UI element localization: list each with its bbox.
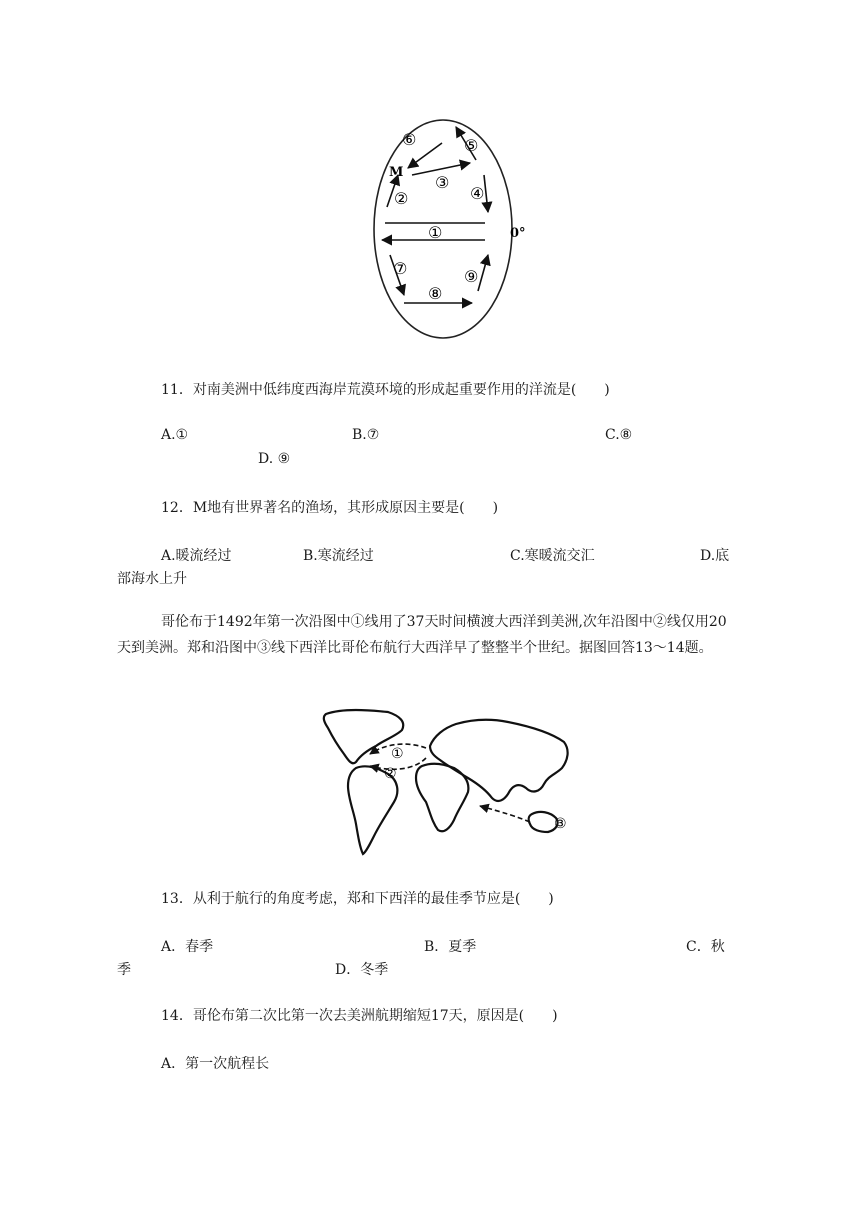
question-14-option-a: A．第一次航程长	[161, 1056, 270, 1072]
question-13-option-d: D．冬季	[335, 962, 389, 978]
question-11-option-a: A.①	[161, 427, 189, 443]
current-4-arrow	[484, 175, 488, 212]
label-3: ③	[435, 173, 450, 192]
question-12-option-b: B.寒流经过	[303, 548, 374, 564]
route-label-3: ③	[554, 816, 567, 832]
question-12-stem: 12．M地有世界著名的渔场，其形成原因主要是( )	[161, 500, 499, 516]
question-11-option-b: B.⑦	[352, 427, 380, 443]
label-4: ④	[470, 184, 485, 203]
label-6: ⑥	[402, 130, 417, 149]
ocean-basin-outline	[374, 120, 512, 338]
route-3-line	[480, 806, 530, 822]
question-11-option-c: C.⑧	[605, 427, 633, 443]
label-5: ⑤	[464, 136, 479, 155]
question-13-option-c: C．秋	[686, 939, 725, 955]
question-13-option-a: A．春季	[161, 939, 214, 955]
question-12-option-a: A.暖流经过	[161, 548, 232, 564]
question-13-stem: 13．从利于航行的角度考虑，郑和下西洋的最佳季节应是( )	[161, 891, 554, 907]
route-label-2: ②	[384, 766, 397, 782]
question-12-option-c: C.寒暖流交汇	[510, 548, 595, 564]
eurasia-outline	[430, 720, 568, 801]
label-equator: 0°	[510, 226, 526, 241]
label-2: ②	[394, 189, 409, 208]
africa-outline	[416, 764, 468, 831]
label-9: ⑨	[464, 267, 479, 286]
ocean-current-diagram	[360, 115, 540, 345]
question-11-option-d: D. ⑨	[258, 451, 291, 467]
voyage-route-map	[318, 702, 578, 862]
question-13-option-b: B．夏季	[424, 939, 477, 955]
label-m: M	[389, 165, 404, 180]
label-8: ⑧	[428, 284, 443, 303]
intro-paragraph: 哥伦布于1492年第一次沿图中①线用了37天时间横渡大西洋到美洲,次年沿图中②线仅用20天到美洲。郑和沿图中③线下西洋比哥伦布航行大西洋早了整整半个世纪。据图回答13～14题。	[117, 614, 727, 656]
label-7: ⑦	[393, 259, 408, 278]
question-12-option-d-continued: 部海水上升	[117, 571, 187, 587]
label-1: ①	[428, 223, 443, 242]
current-9-arrow	[478, 255, 488, 291]
question-13-option-c-continued: 季	[117, 962, 131, 978]
route-label-1: ①	[391, 746, 404, 762]
question-11-stem: 11．对南美洲中低纬度西海岸荒漠环境的形成起重要作用的洋流是( )	[161, 382, 610, 398]
question-14-stem: 14．哥伦布第二次比第一次去美洲航期缩短17天，原因是( )	[161, 1008, 558, 1024]
question-12-option-d: D.底	[700, 548, 730, 564]
